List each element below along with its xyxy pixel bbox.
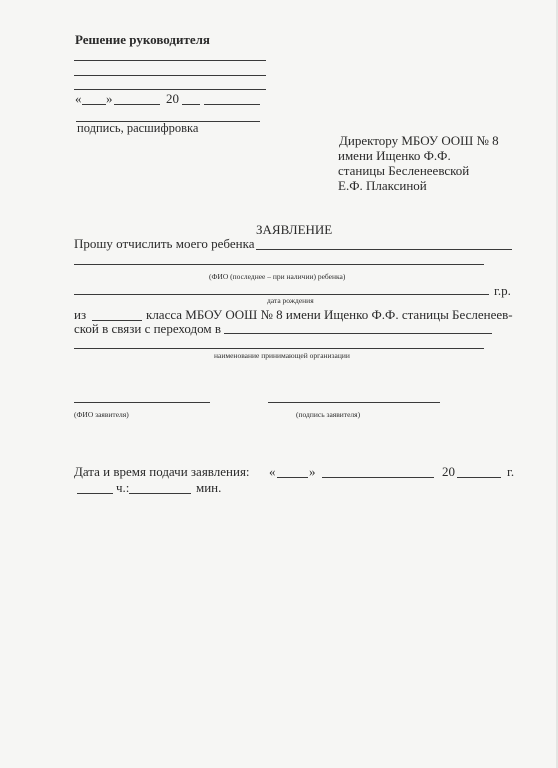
submission-minutes-suffix: мин. bbox=[196, 480, 222, 495]
submission-close-quote: » bbox=[309, 464, 316, 479]
decision-date-close-quote: » bbox=[106, 91, 113, 106]
child-name-field-2[interactable] bbox=[74, 264, 484, 265]
decision-date-month-field[interactable] bbox=[114, 104, 160, 105]
addressee-line-4: Е.Ф. Плаксиной bbox=[338, 178, 427, 193]
applicant-signature-caption: (подпись заявителя) bbox=[296, 410, 361, 419]
decision-date-day-field[interactable] bbox=[82, 104, 106, 105]
submission-year-field[interactable] bbox=[457, 477, 501, 478]
submission-year: 20 bbox=[442, 464, 455, 479]
decision-title: Решение руководителя bbox=[75, 32, 210, 47]
submission-minutes-field[interactable] bbox=[129, 493, 191, 494]
request-text: Прошу отчислить моего ребенка bbox=[74, 236, 255, 251]
submission-hours-field[interactable] bbox=[77, 493, 113, 494]
decision-date-extra-field[interactable] bbox=[204, 104, 260, 105]
decision-date-year-field[interactable] bbox=[182, 104, 200, 105]
decision-date-open-quote: « bbox=[75, 91, 82, 106]
applicant-name-field[interactable] bbox=[74, 402, 210, 403]
addressee-line-2: имени Ищенко Ф.Ф. bbox=[338, 148, 451, 163]
submission-open-quote: « bbox=[269, 464, 276, 479]
submission-label: Дата и время подачи заявления: bbox=[74, 464, 250, 479]
receiving-org-caption: наименование принимающей организации bbox=[214, 351, 350, 360]
applicant-name-caption: (ФИО заявителя) bbox=[74, 410, 129, 419]
addressee-line-1: Директору МБОУ ООШ № 8 bbox=[339, 133, 499, 148]
addressee-line-3: станицы Бесленеевской bbox=[338, 163, 470, 178]
decision-line-3[interactable] bbox=[74, 89, 266, 90]
class-from-prefix: из bbox=[74, 307, 87, 322]
birth-date-field[interactable] bbox=[74, 294, 489, 295]
class-text-line-2: ской в связи с переходом в bbox=[74, 321, 222, 336]
birth-year-suffix: г.р. bbox=[494, 283, 511, 298]
class-text-line-1: класса МБОУ ООШ № 8 имени Ищенко Ф.Ф. станицы Бесленеев- bbox=[146, 307, 513, 322]
submission-year-suffix: г. bbox=[507, 464, 515, 479]
submission-month-field[interactable] bbox=[322, 477, 434, 478]
receiving-org-field-1[interactable] bbox=[224, 333, 492, 334]
decision-line-2[interactable] bbox=[74, 75, 266, 76]
birth-date-caption: дата рождения bbox=[267, 296, 314, 305]
submission-hours-suffix: ч.: bbox=[116, 480, 130, 495]
applicant-signature-field[interactable] bbox=[268, 402, 440, 403]
child-name-caption: (ФИО (последнее – при наличии) ребенка) bbox=[209, 272, 346, 281]
receiving-org-field-2[interactable] bbox=[74, 348, 484, 349]
decision-signature-caption: подпись, расшифровка bbox=[77, 121, 199, 135]
decision-line-1[interactable] bbox=[74, 60, 266, 61]
submission-day-field[interactable] bbox=[277, 477, 308, 478]
application-heading: ЗАЯВЛЕНИЕ bbox=[256, 222, 333, 237]
child-name-field-1[interactable] bbox=[256, 249, 512, 250]
decision-date-year: 20 bbox=[166, 91, 179, 106]
